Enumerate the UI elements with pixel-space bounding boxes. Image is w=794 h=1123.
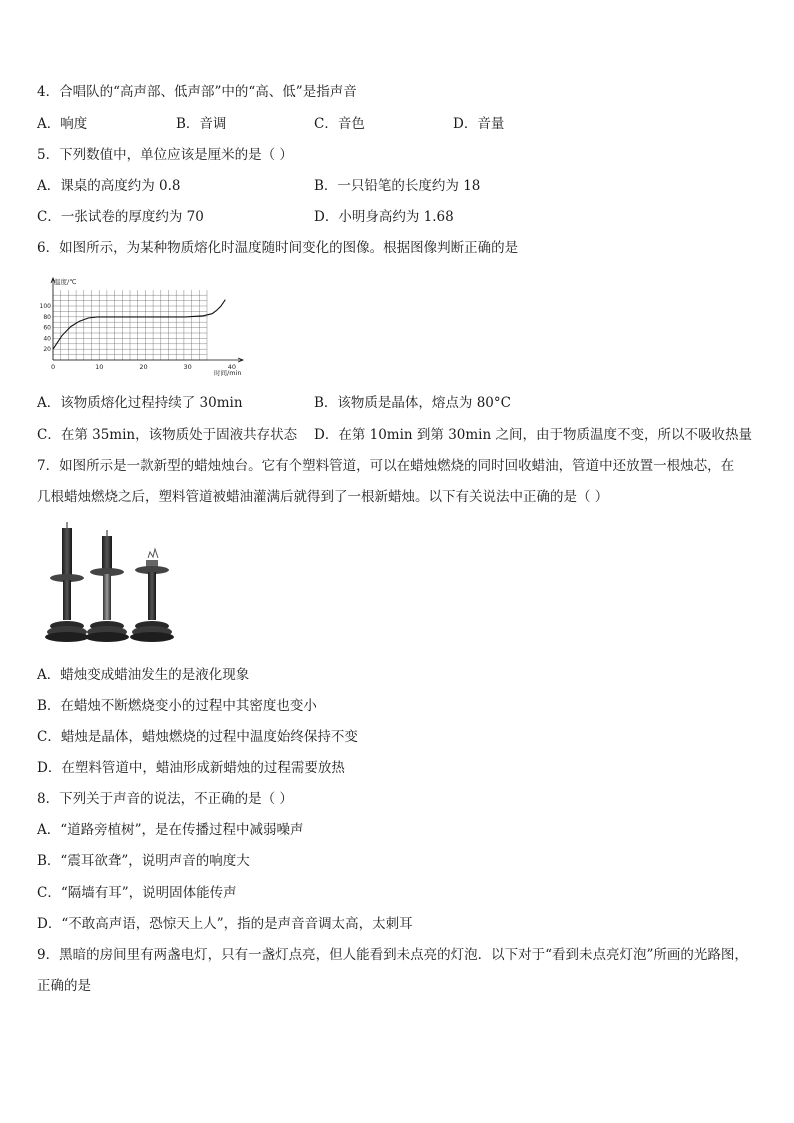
chart-xlabel: 时间/min: [214, 369, 242, 377]
q7-stem-line2: 几根蜡烛燃烧之后，塑料管道被蜡油灌满后就得到了一根新蜡烛。以下有关说法中正确的是（ ）: [37, 489, 609, 505]
candle-holder-photo: [44, 520, 184, 646]
candle-3: [130, 549, 174, 642]
q4-option-b: B．音调: [176, 116, 227, 132]
q8-option-b: B．“震耳欲聋”，说明声音的响度大: [37, 853, 250, 869]
q5-option-d: D．小明身高约为 1.68: [314, 209, 454, 225]
y-tick-label: 20: [43, 346, 51, 354]
q5-option-c: C．一张试卷的厚度约为 70: [37, 209, 204, 225]
q6-option-b: B．该物质是晶体，熔点为 80°C: [314, 395, 511, 411]
q8-option-a: A．“道路旁植树”，是在传播过程中减弱噪声: [37, 822, 304, 838]
q8-option-d: D．“不敢高声语，恐惊天上人”，指的是声音音调太高，太刺耳: [37, 916, 413, 932]
chart-grid: [53, 290, 207, 360]
x-tick-label: 0: [51, 363, 56, 371]
y-tick-label: 80: [43, 313, 51, 321]
q9-stem-line2: 正确的是: [37, 978, 91, 994]
q6-option-c: C．在第 35min，该物质处于固液共存状态: [37, 427, 298, 443]
q7-option-d: D．在塑料管道中，蜡油形成新蜡烛的过程需要放热: [37, 760, 345, 776]
q4-option-c: C．音色: [314, 116, 365, 132]
q6-option-d: D．在第 10min 到第 30min 之间，由于物质温度不变，所以不吸收热量: [314, 427, 752, 443]
candle-1: [45, 522, 89, 642]
x-tick-label: 30: [183, 363, 192, 371]
q4-stem: 4．合唱队的“高声部、低声部”中的“高、低”是指声音: [37, 84, 357, 100]
x-tick-label: 10: [95, 363, 104, 371]
q7-option-c: C．蜡烛是晶体，蜡烛燃烧的过程中温度始终保持不变: [37, 729, 358, 745]
q4-option-d: D．音量: [453, 116, 505, 132]
q4-option-a: A．响度: [37, 116, 88, 132]
q9-stem-line1: 9．黑暗的房间里有两盏电灯，只有一盏灯点亮，但人能看到未点亮的灯泡．以下对于“看到未点亮灯泡”所画的光路图，: [37, 947, 748, 963]
y-tick-label: 60: [43, 324, 51, 332]
x-axis: [53, 358, 243, 362]
y-tick-label: 40: [43, 335, 51, 343]
q8-stem: 8．下列关于声音的说法，不正确的是（ ）: [37, 791, 293, 807]
q7-option-a: A．蜡烛变成蜡油发生的是液化现象: [37, 667, 250, 683]
q5-option-a: A．课桌的高度约为 0.8: [37, 178, 181, 194]
x-tick-label: 40: [227, 363, 237, 371]
q6-option-a: A．该物质熔化过程持续了 30min: [37, 395, 243, 411]
x-tick-label: 20: [139, 363, 148, 371]
q8-option-c: C．“隔墙有耳”，说明固体能传声: [37, 885, 237, 901]
q7-option-b: B．在蜡烛不断燃烧变小的过程中其密度也变小: [37, 698, 317, 714]
q6-stem: 6．如图所示，为某种物质熔化时温度随时间变化的图像。根据图像判断正确的是: [37, 240, 519, 256]
q7-stem-line1: 7．如图所示是一款新型的蜡烛烛台。它有个塑料管道，可以在蜡烛燃烧的同时回收蜡油，管道中还放置一根烛芯，在: [37, 458, 735, 474]
q5-option-b: B．一只铅笔的长度约为 18: [314, 178, 481, 194]
q5-stem: 5．下列数值中，单位应该是厘米的是（ ）: [37, 147, 293, 163]
melting-curve-chart: [34, 270, 249, 378]
chart-ylabel: 温度/℃: [54, 278, 77, 286]
y-tick-label: 100: [39, 303, 51, 311]
candle-2: [85, 530, 129, 642]
